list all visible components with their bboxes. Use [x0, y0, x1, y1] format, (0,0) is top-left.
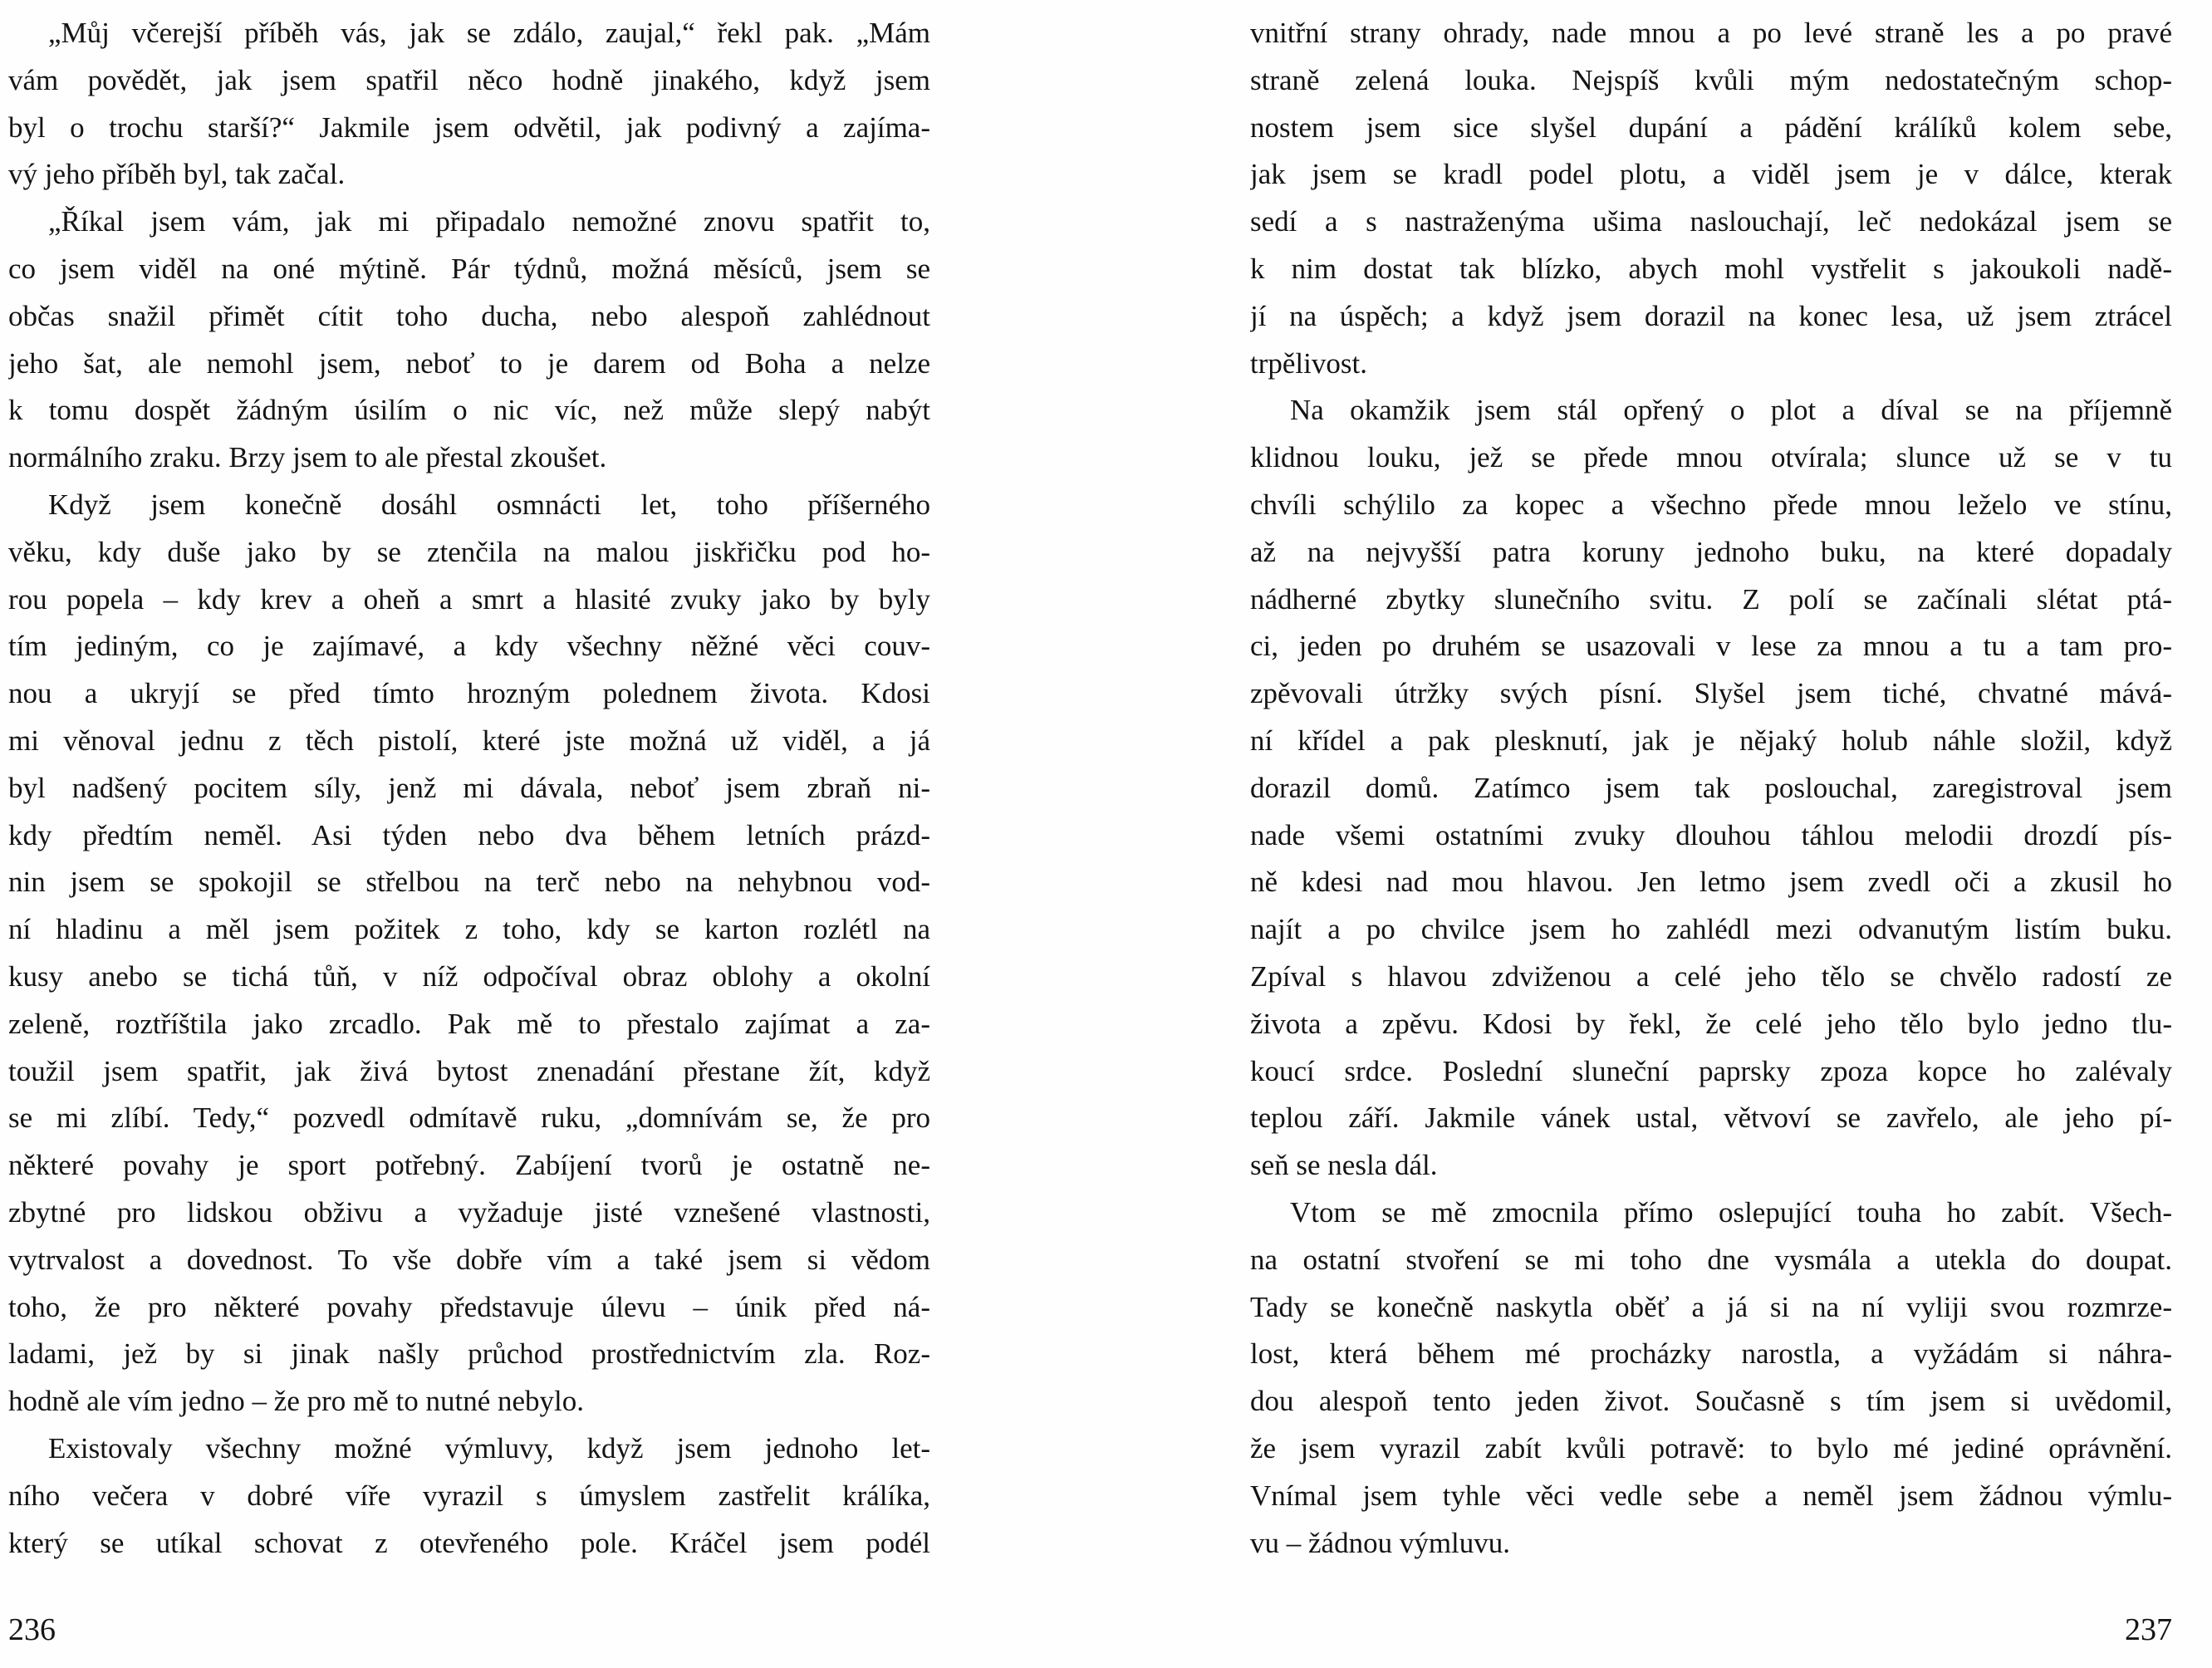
text-line: života a zpěvu. Kdosi by řekl, že celé jeho tělo bylo jedno tlu- [1250, 1007, 2172, 1040]
text-line: trpělivost. [1250, 346, 1367, 380]
text-line: toho, že pro některé povahy představuje úlevu – únik před ná- [8, 1290, 930, 1323]
text-line: ní křídel a pak plesknutí, jak je nějaký holub náhle složil, když [1250, 724, 2172, 757]
text-line: hodně ale vím jedno – že pro mě to nutné nebylo. [8, 1385, 585, 1418]
text-line: normálního zraku. Brzy jsem to ale přestal zkoušet. [8, 441, 607, 474]
text-line: který se utíkal schovat z otevřeného pole. Kráčel jsem podél [8, 1526, 930, 1559]
text-line: vý jeho příběh byl, tak začal. [8, 158, 346, 191]
text-line: nou a ukryjí se před tímto hrozným polednem života. Kdosi [8, 677, 930, 710]
text-line: na ostatní stvoření se mi toho dne vysmála a utekla do doupat. [1250, 1243, 2172, 1276]
text-line: nádherné zbytky slunečního svitu. Z polí se začínali slétat ptá- [1250, 582, 2172, 616]
text-line: k tomu dospět žádným úsilím o nic víc, než může slepý nabýt [8, 394, 930, 427]
text-line: tím jediným, co je zajímavé, a kdy všechny něžné věci couv- [8, 630, 930, 663]
text-line: „Můj včerejší příběh vás, jak se zdálo, zaujal,“ řekl pak. „Mám [48, 17, 930, 49]
text-line: Vtom se mě zmocnila přímo oslepující touha ho zabít. Všech- [1290, 1195, 2172, 1229]
text-line: nin jsem se spokojil se střelbou na terč nebo na nehybnou vod- [8, 866, 930, 899]
text-line: ně kdesi nad mou hlavou. Jen letmo jsem zvedl oči a zkusil ho [1250, 866, 2172, 899]
text-line: teplou září. Jakmile vánek ustal, větvoví se zavřelo, ale jeho pí- [1250, 1101, 2172, 1135]
page-right-text-block [1250, 10, 2172, 1567]
text-line: seň se nesla dál. [1250, 1149, 1438, 1182]
text-line: byl nadšený pocitem síly, jenž mi dávala, neboť jsem zbraň ni- [8, 771, 930, 804]
text-line: zeleně, roztříštila jako zrcadlo. Pak mě to přestalo zajímat a za- [8, 1007, 930, 1040]
text-line: až na nejvyšší patra koruny jednoho buku, na které dopadaly [1250, 535, 2172, 568]
text-line: straně zelená louka. Nejspíš kvůli mým nedostatečným schop- [1250, 63, 2172, 96]
text-line: Tady se konečně naskytla oběť a já si na ní vyliji svou rozmrze- [1250, 1290, 2172, 1323]
text-line: kusy anebo se tichá tůň, v níž odpočíval obraz oblohy a okolní [8, 959, 930, 993]
text-line: věku, kdy duše jako by se ztenčila na malou jiskřičku pod ho- [8, 535, 930, 568]
text-line: zbytné pro lidskou obživu a vyžaduje jisté vznešené vlastnosti, [8, 1195, 930, 1229]
page-left-text-block [8, 10, 930, 1567]
text-line: byl o trochu starší?“ Jakmile jsem odvětil, jak podivný a zajíma- [8, 110, 930, 144]
text-line: Na okamžik jsem stál opřený o plot a díval se na příjemně [1290, 394, 2172, 427]
text-line: sedí a s nastraženýma ušima naslouchají, leč nedokázal jsem se [1250, 205, 2172, 238]
text-line: Zpíval s hlavou zdviženou a celé jeho tělo se chvělo radostí ze [1250, 959, 2172, 993]
text-line: toužil jsem spatřit, jak živá bytost znenadání přestane žít, když [8, 1054, 930, 1087]
text-line: jak jsem se kradl podel plotu, a viděl jsem je v dálce, kterak [1250, 158, 2172, 191]
page-number-left: 236 [8, 1612, 56, 1647]
text-line: občas snažil přimět cítit toho ducha, nebo alespoň zahlédnout [8, 299, 930, 332]
text-line: že jsem vyrazil zabít kvůli potravě: to bylo mé jediné oprávnění. [1250, 1431, 2172, 1464]
text-line: Když jsem konečně dosáhl osmnácti let, toho příšerného [48, 488, 930, 521]
text-line: lost, která během mé procházky narostla, a vyžádám si náhra- [1250, 1337, 2172, 1371]
text-line: dorazil domů. Zatímco jsem tak poslouchal, zaregistroval jsem [1250, 771, 2172, 804]
text-line: kdy předtím neměl. Asi týden nebo dva během letních prázd- [8, 818, 930, 851]
text-line: jeho šat, ale nemohl jsem, neboť to je darem od Boha a nelze [8, 346, 930, 380]
text-line: ci, jeden po druhém se usazovali v lese za mnou a tu a tam pro- [1250, 630, 2172, 663]
text-line: nostem jsem sice slyšel dupání a pádění králíků kolem sebe, [1250, 110, 2172, 144]
text-line: najít a po chvilce jsem ho zahlédl mezi odvanutým listím buku. [1250, 913, 2172, 946]
text-line: zpěvovali útržky svých písní. Slyšel jsem tiché, chvatné mává- [1250, 677, 2172, 710]
text-line: „Říkal jsem vám, jak mi připadalo nemožné znovu spatřit to, [48, 205, 930, 238]
text-line: ní hladinu a měl jsem požitek z toho, kdy se karton rozlétl na [8, 913, 930, 946]
text-line: mi věnoval jednu z těch pistolí, které jste možná už viděl, a já [8, 724, 930, 757]
text-line: se mi zlíbí. Tedy,“ pozvedl odmítavě ruku, „domnívám se, že pro [8, 1101, 930, 1135]
text-line: vnitřní strany ohrady, nade mnou a po levé straně les a po pravé [1250, 17, 2172, 49]
text-line: ladami, jež by si jinak našly průchod prostřednictvím zla. Roz- [8, 1337, 930, 1371]
text-line: Existovaly všechny možné výmluvy, když jsem jednoho let- [48, 1431, 930, 1464]
text-line: klidnou louku, jež se přede mnou otvírala; slunce už se v tu [1250, 441, 2172, 474]
text-line: nade všemi ostatními zvuky dlouhou táhlou melodii drozdí pís- [1250, 818, 2172, 851]
text-line: dou alespoň tento jeden život. Současně s tím jsem si uvědomil, [1250, 1385, 2172, 1418]
text-line: rou popela – kdy krev a oheň a smrt a hlasité zvuky jako by byly [8, 582, 930, 616]
page-number-right: 237 [2125, 1612, 2172, 1647]
text-line: co jsem viděl na oné mýtině. Pár týdnů, možná měsíců, jsem se [8, 252, 930, 285]
text-line: některé povahy je sport potřebný. Zabíjení tvorů je ostatně ne- [8, 1149, 930, 1182]
text-line: ního večera v dobré víře vyrazil s úmyslem zastřelit králíka, [8, 1479, 930, 1512]
text-line: Vnímal jsem tyhle věci vedle sebe a neměl jsem žádnou výmlu- [1250, 1479, 2172, 1512]
text-line: vu – žádnou výmluvu. [1250, 1526, 1511, 1559]
text-line: vytrvalost a dovednost. To vše dobře vím a také jsem si vědom [8, 1243, 930, 1276]
text-line: jí na úspěch; a když jsem dorazil na konec lesa, už jsem ztrácel [1250, 299, 2172, 332]
text-line: vám povědět, jak jsem spatřil něco hodně jinakého, když jsem [8, 63, 930, 96]
text-line: chvíli schýlilo za kopec a všechno přede mnou leželo ve stínu, [1250, 488, 2172, 521]
text-line: k nim dostat tak blízko, abych mohl vystřelit s jakoukoli nadě- [1250, 252, 2172, 285]
text-line: koucí srdce. Poslední sluneční paprsky zpoza kopce ho zalévaly [1250, 1054, 2172, 1087]
